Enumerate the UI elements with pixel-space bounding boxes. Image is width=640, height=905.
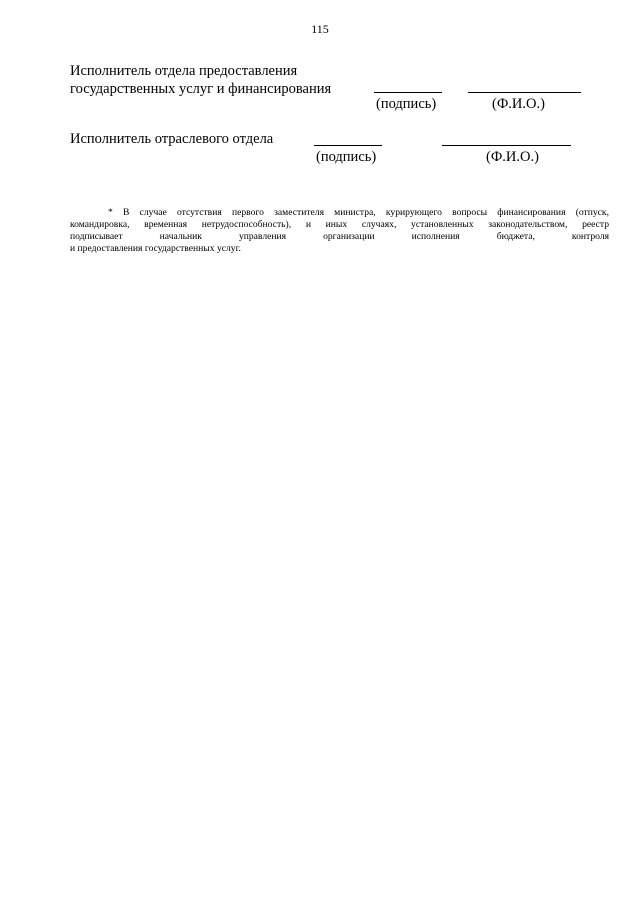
footnote-line: подписывает начальник управления организации исполнения бюджета, контроля	[70, 231, 609, 242]
footnote	[70, 207, 609, 255]
block2-name-line	[442, 145, 571, 146]
block2-signature-line	[314, 145, 382, 146]
block1-signature-line	[374, 92, 442, 93]
footnote-line: * В случае отсутствия первого заместителя министра, курирующего вопросы финансирования (отпуск,	[108, 207, 609, 218]
block1-label-line2: государственных услуг и финансирования	[70, 81, 332, 97]
footnote-line: и предоставления государственных услуг.	[70, 243, 241, 254]
block1-signature-caption: (подпись)	[376, 96, 437, 112]
page-number: 115	[311, 22, 329, 36]
block1-name-line	[468, 92, 581, 93]
block1-label-line1: Исполнитель отдела предоставления	[70, 63, 298, 79]
block2-signature-caption: (подпись)	[316, 149, 377, 165]
block2-name-caption: (Ф.И.О.)	[486, 149, 539, 165]
footnote-line: командировка, временная нетрудоспособность), и иных случаях, установленных законодательством, реестр	[70, 219, 609, 230]
block1-name-caption: (Ф.И.О.)	[492, 96, 545, 112]
block2-label: Исполнитель отраслевого отдела	[70, 131, 274, 147]
